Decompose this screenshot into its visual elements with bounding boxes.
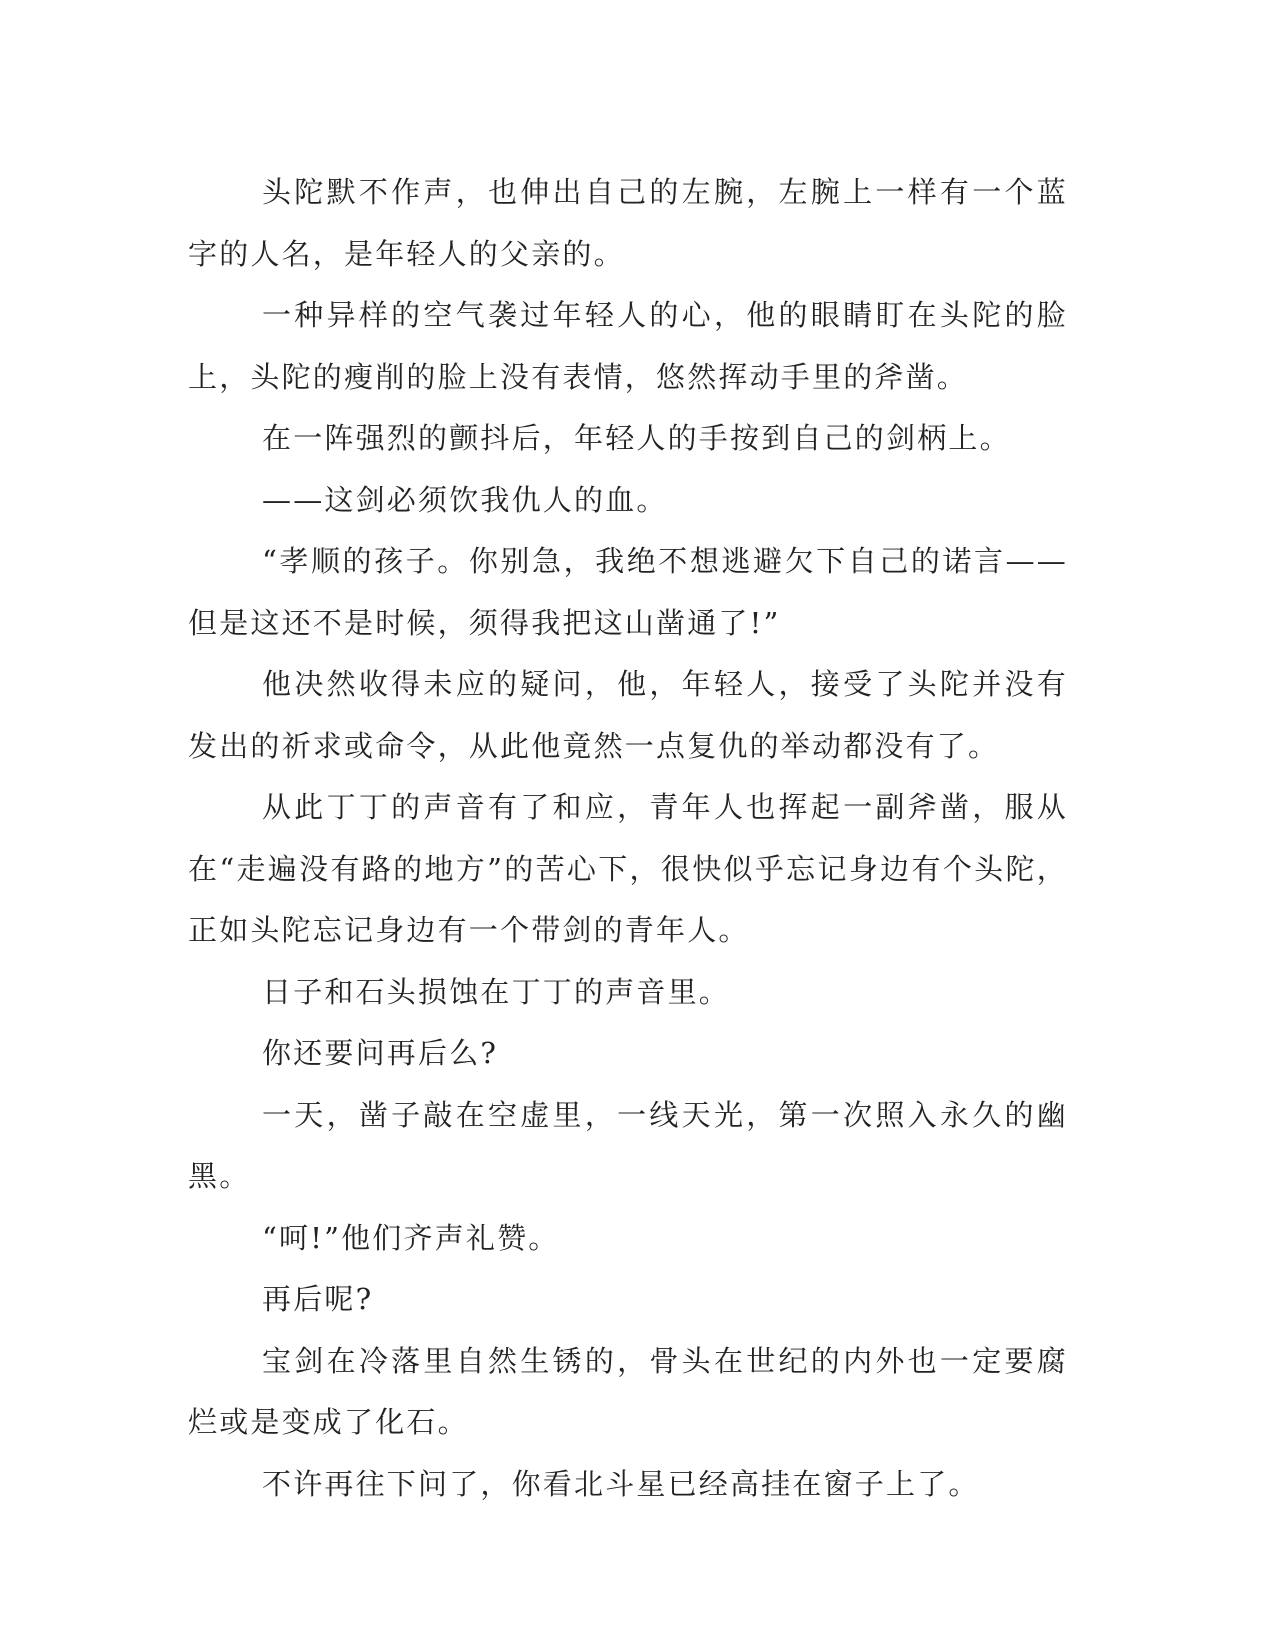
paragraph: 宝剑在冷落里自然生锈的，骨头在世纪的内外也一定要腐烂或是变成了化石。: [188, 1343, 1068, 1439]
paragraph: “呵!”他们齐声礼赞。: [262, 1220, 560, 1255]
paragraph: 再后呢?: [262, 1282, 374, 1316]
paragraph: 你还要问再后么?: [262, 1036, 499, 1070]
paragraph: 一天，凿子敲在空虚里，一线天光，第一次照入永久的幽黑。: [188, 1097, 1068, 1193]
paragraph: “孝顺的孩子。你别急，我绝不想逃避欠下自己的诺言——但是这还不是时候，须得我把这山凿通了!”: [188, 544, 1068, 640]
paragraph: 一种异样的空气袭过年轻人的心，他的眼睛盯在头陀的脸上，头陀的瘦削的脸上没有表情，悠然挥动手里的斧凿。: [188, 298, 1068, 394]
paragraph: ——这剑必须饮我仇人的血。: [262, 482, 668, 517]
paragraph: 在一阵强烈的颤抖后，年轻人的手按到自己的剑柄上。: [262, 421, 1011, 455]
paragraph: 从此丁丁的声音有了和应，青年人也挥起一副斧凿，服从在“走遍没有路的地方”的苦心下，很快似乎忘记身边有个头陀，正如头陀忘记身边有一个带剑的青年人。: [188, 790, 1068, 947]
document-body: [188, 162, 1068, 1515]
paragraph: 不许再往下问了，你看北斗星已经高挂在窗子上了。: [262, 1466, 980, 1501]
paragraph: 他决然收得未应的疑问，他，年轻人，接受了头陀并没有发出的祈求或命令，从此他竟然一点复仇的举动都没有了。: [188, 667, 1068, 763]
paragraph: 头陀默不作声，也伸出自己的左腕，左腕上一样有一个蓝字的人名，是年轻人的父亲的。: [188, 175, 1068, 271]
paragraph: 日子和石头损蚀在丁丁的声音里。: [262, 974, 731, 1009]
